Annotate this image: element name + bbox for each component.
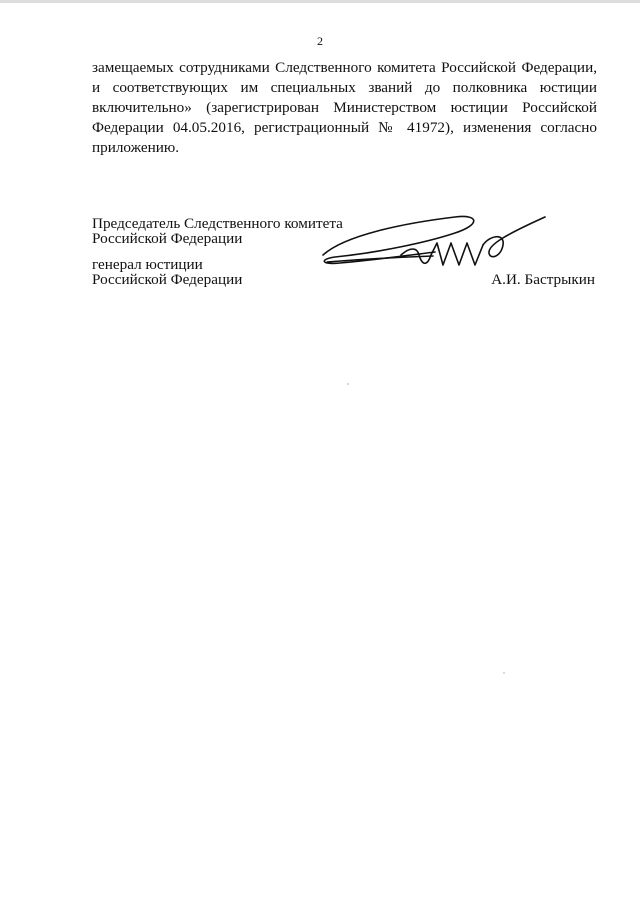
- signatory-position: [92, 216, 343, 246]
- body-line-1: замещаемых сотрудниками Следственного комитета Российской Федерации,: [92, 59, 597, 76]
- body-line-3: включительно» (зарегистрирован Министерством юстиции Российской: [92, 99, 597, 116]
- signatory-name: А.И. Бастрыкин: [491, 271, 595, 288]
- page-number: 2: [317, 34, 323, 48]
- scan-top-edge: [0, 0, 640, 3]
- body-paragraph: [92, 58, 597, 158]
- signatory-position-line-1: Председатель Следственного комитета: [92, 215, 343, 232]
- signatory-rank: [92, 257, 242, 287]
- signatory-rank-line-1: генерал юстиции: [92, 256, 203, 273]
- scan-speck: [503, 672, 505, 674]
- signatory-position-line-2: Российской Федерации: [92, 230, 243, 247]
- body-line-4: Федерации 04.05.2016, регистрационный № 41972), изменения согласно: [92, 119, 597, 136]
- body-line-5: приложению.: [92, 139, 180, 156]
- signatory-rank-line-2: Российской Федерации: [92, 271, 243, 288]
- signature-loop: [323, 216, 474, 263]
- scan-speck: [347, 383, 349, 385]
- handwritten-signature: [315, 205, 565, 280]
- body-line-2: и соответствующих им специальных званий до полковника юстиции: [92, 79, 597, 96]
- signature-final-loop: [483, 217, 545, 257]
